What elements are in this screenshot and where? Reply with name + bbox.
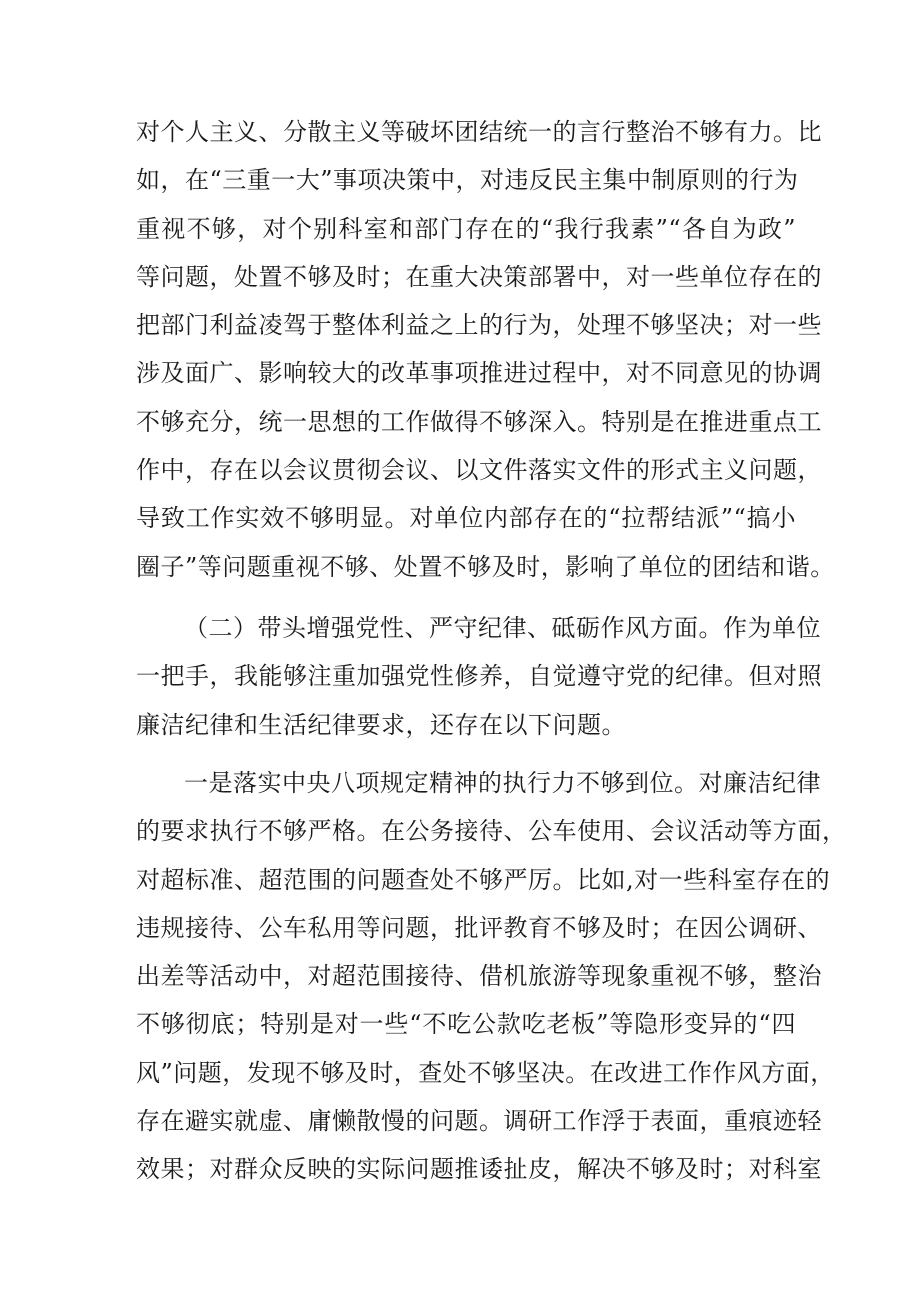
text-line: 对个人主义、分散主义等破坏团结统一的言行整治不够有力。比: [136, 118, 822, 146]
paragraph-1: [136, 108, 835, 591]
text-line: 对超标准、超范围的问题查处不够严厉。比如,对一些科室存在的: [136, 865, 831, 894]
text-line: 风”问题，发现不够及时，查处不够坚决。在改进工作作风方面，: [136, 1058, 835, 1087]
text-line: 不够彻底；特别是对一些“不吃公款吃老板”等隐形变异的“四: [136, 1010, 796, 1039]
text-line: 廉洁纪律和生活纪律要求，还存在以下问题。: [136, 710, 626, 739]
text-line: 等问题，处置不够及时；在重大决策部署中，对一些单位存在的: [136, 262, 822, 291]
text-line: 存在避实就虚、庸懒散慢的问题。调研工作浮于表面，重痕迹轻: [136, 1107, 822, 1136]
text-line: 的要求执行不够严格。在公务接待、公车使用、会议活动等方面，: [136, 817, 847, 846]
text-line: 涉及面广、影响较大的改革事项推进过程中，对不同意见的协调: [136, 359, 822, 388]
text-line: 不够充分，统一思想的工作做得不够深入。特别是在推进重点工: [136, 407, 822, 436]
text-line: 重视不够，对个别科室和部门存在的“我行我素”“各自为政”: [136, 214, 796, 243]
paragraph-2: [136, 604, 822, 749]
text-line: 把部门利益凌驾于整体利益之上的行为，处理不够坚决；对一些: [136, 311, 822, 340]
paragraph-3: [136, 759, 847, 1194]
text-line: 效果；对群众反映的实际问题推诿扯皮，解决不够及时；对科室: [136, 1155, 822, 1184]
text-line: 导致工作实效不够明显。对单位内部存在的“拉帮结派”“搞小: [136, 504, 796, 533]
text-line: 一是落实中央八项规定精神的执行力不够到位。对廉洁纪律: [184, 769, 821, 797]
text-line: 违规接待、公车私用等问题，批评教育不够及时；在因公调研、: [136, 913, 822, 942]
text-line: 圈子”等问题重视不够、处置不够及时，影响了单位的团结和谐。: [136, 552, 835, 581]
text-line: 出差等活动中，对超范围接待、借机旅游等现象重视不够，整治: [136, 962, 822, 991]
text-line: 作中，存在以会议贯彻会议、以文件落实文件的形式主义问题，: [136, 456, 822, 485]
text-line: 一把手，我能够注重加强党性修养，自觉遵守党的纪律。但对照: [136, 662, 822, 691]
text-line: 如，在“三重一大”事项决策中，对违反民主集中制原则的行为: [136, 166, 799, 195]
section-heading-line: （二）带头增强党性、严守纪律、砥砺作风方面。作为单位: [184, 614, 821, 642]
